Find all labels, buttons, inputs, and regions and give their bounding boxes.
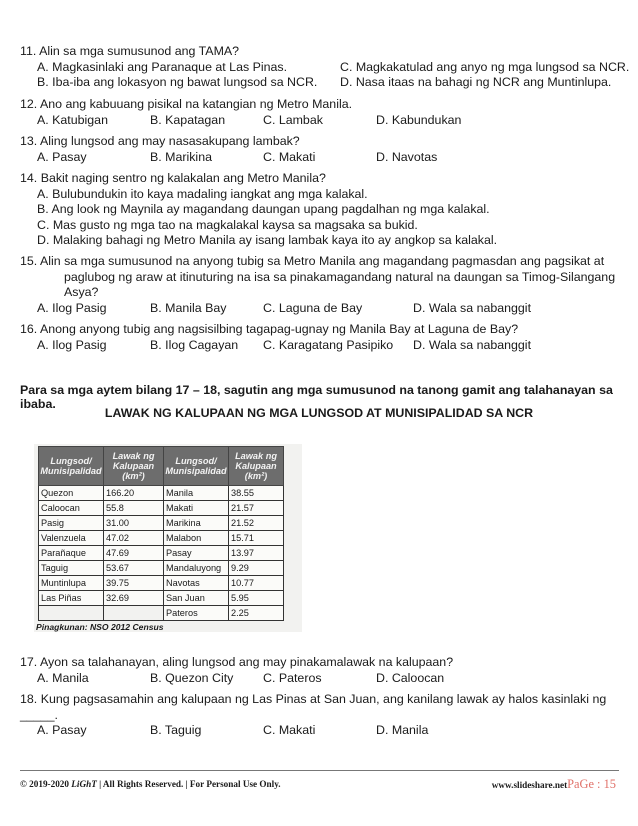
area-cell: 38.55 [229, 486, 284, 501]
city-cell: Las Piñas [39, 591, 104, 606]
choice-a[interactable]: A. Katubigan [37, 112, 108, 127]
page-number: PaGe : 15 [567, 777, 616, 791]
choice-b[interactable]: B. Iba-iba ang lokasyon ng bawat lungsod sa NCR. [37, 75, 318, 89]
question-12 [20, 97, 620, 128]
city-cell: Muntinlupa [39, 576, 104, 591]
area-cell: 9.29 [229, 561, 284, 576]
choice-d[interactable]: D. Caloocan [376, 670, 445, 685]
city-cell: Pasig [39, 516, 104, 531]
column-header: Lawak ng Kalupaan (km²) [104, 447, 164, 486]
choice-a[interactable]: A. Manila [37, 670, 89, 685]
choice-b[interactable]: B. Manila Bay [150, 300, 227, 315]
city-cell: Mandaluyong [164, 561, 229, 576]
city-cell: Pateros [164, 606, 229, 621]
question-18 [20, 692, 620, 739]
table-row [39, 561, 284, 576]
area-cell: 166.20 [104, 486, 164, 501]
city-cell: Malabon [164, 531, 229, 546]
question-text: Ayon sa talahanayan, aling lungsod ang may pinakamalawak na kalupaan? [40, 655, 454, 669]
choice-c[interactable]: C. Pateros [263, 670, 322, 685]
question-number: 14. [20, 171, 38, 185]
question-text: Alin sa mga sumusunod ang TAMA? [39, 44, 240, 58]
choice-c[interactable]: C. Magkakatulad ang anyo ng mga lungsod sa NCR. [340, 59, 630, 74]
footer-divider [20, 770, 619, 771]
choice-d[interactable]: D. Malaking bahagi ng Metro Manila ay isang lambak kaya ito ay angkop sa kalakal. [37, 233, 498, 247]
question-14 [20, 171, 620, 249]
choice-d[interactable]: D. Manila [376, 723, 429, 737]
question-13 [20, 134, 620, 165]
area-cell: 21.52 [229, 516, 284, 531]
city-cell: Taguig [39, 561, 104, 576]
choice-b[interactable]: B. Taguig [150, 723, 202, 737]
choice-c[interactable]: C. Mas gusto ng mga tao na magkalakal kaysa sa magsaka sa bukid. [37, 217, 418, 232]
area-cell: 15.71 [229, 531, 284, 546]
choice-d[interactable]: D. Kabundukan [376, 112, 462, 127]
table-source: Pinagkunan: NSO 2012 Census [36, 622, 164, 632]
choice-a[interactable]: A. Magkasinlaki ang Paranaque at Las Pinas. [37, 59, 288, 74]
question-number: 15. [20, 254, 38, 268]
city-cell: Pasay [164, 546, 229, 561]
area-cell: 31.00 [104, 516, 164, 531]
question-number: 11. [20, 44, 37, 58]
choice-c[interactable]: C. Laguna de Bay [263, 300, 363, 315]
city-cell: Caloocan [39, 501, 104, 516]
area-cell: 39.75 [104, 576, 164, 591]
area-cell: 13.97 [229, 546, 284, 561]
question-number: 12. [20, 97, 38, 111]
question-text: Anong anyong tubig ang nagsisilbing tagapag-ugnay ng Manila Bay at Laguna de Bay? [40, 322, 519, 336]
column-header: Lungsod/ Munisipalidad [164, 447, 229, 486]
table-row [39, 546, 284, 561]
question-11 [20, 44, 630, 91]
choice-a[interactable]: A. Ilog Pasig [37, 300, 107, 315]
question-text: Kung pagsasamahin ang kalupaan ng Las Pinas at San Juan, ang kanilang lawak ay halos kasinlaki ng _____. [20, 692, 607, 722]
city-cell: Quezon [39, 486, 104, 501]
site-link[interactable]: www.slideshare.net [491, 780, 568, 790]
table-row [39, 501, 284, 516]
area-cell: 10.77 [229, 576, 284, 591]
choice-b[interactable]: B. Kapatagan [150, 112, 226, 127]
area-cell: 21.57 [229, 501, 284, 516]
question-number: 17. [20, 655, 38, 669]
choice-a[interactable]: A. Bulubundukin ito kaya madaling iangkat ang mga kalakal. [37, 186, 368, 201]
question-text: Aling lungsod ang may nasasakupang lambak? [40, 134, 300, 148]
footer-right [492, 777, 616, 792]
question-text-continued: paglubog ng araw at itinuturing na isa sa pinakamagandang natural na daungan sa Timog-Silangang [64, 269, 616, 284]
choice-c[interactable]: C. Makati [263, 723, 316, 737]
choice-d[interactable]: D. Nasa itaas na bahagi ng NCR ang Muntinlupa. [340, 75, 612, 89]
brand-name: LiGhT [71, 779, 97, 789]
choice-c[interactable]: C. Lambak [263, 112, 323, 127]
choice-a[interactable]: A. Pasay [37, 723, 87, 737]
table-title: LAWAK NG KALUPAAN NG MGA LUNGSOD AT MUNISIPALIDAD SA NCR [104, 406, 534, 420]
table-row [39, 531, 284, 546]
city-cell: Makati [164, 501, 229, 516]
question-15 [20, 254, 620, 316]
city-cell: San Juan [164, 591, 229, 606]
choice-c[interactable]: C. Makati [263, 149, 316, 164]
question-number: 18. [20, 692, 38, 706]
city-cell [39, 606, 104, 621]
city-cell: Valenzuela [39, 531, 104, 546]
table-row [39, 591, 284, 606]
area-cell: 53.67 [104, 561, 164, 576]
choice-b[interactable]: B. Ilog Cagayan [150, 337, 239, 352]
area-cell: 47.69 [104, 546, 164, 561]
question-16 [20, 322, 620, 353]
column-header: Lawak ng Kalupaan (km²) [229, 447, 284, 486]
section-instruction: Para sa mga aytem bilang 17 – 18, sagutin ang mga sumusunod na tanong gamit ang talahanayan sa ibaba. [20, 383, 613, 411]
choice-b[interactable]: B. Ang look ng Maynila ay magandang daungan upang pagdalhan ng mga kalakal. [37, 202, 490, 216]
area-cell: 32.69 [104, 591, 164, 606]
area-cell: 2.25 [229, 606, 284, 621]
area-cell: 55.8 [104, 501, 164, 516]
footer-copyright [20, 779, 281, 789]
city-cell: Parañaque [39, 546, 104, 561]
choice-c[interactable]: C. Karagatang Pasipiko [263, 337, 394, 352]
table-row [39, 606, 284, 621]
question-text: Ano ang kabuuang pisikal na katangian ng Metro Manila. [40, 97, 353, 111]
question-number: 13. [20, 134, 38, 148]
question-number: 16. [20, 322, 38, 336]
question-text-continued: Asya? [64, 285, 99, 299]
choice-d[interactable]: D. Navotas [376, 149, 438, 164]
land-area-table [38, 446, 284, 621]
choice-a[interactable]: A. Ilog Pasig [37, 337, 107, 352]
choice-b[interactable]: B. Marikina [150, 149, 212, 164]
question-17 [20, 655, 620, 686]
column-header: Lungsod/ Munisipalidad [39, 447, 104, 486]
area-cell: 47.02 [104, 531, 164, 546]
choice-b[interactable]: B. Quezon City [150, 670, 234, 685]
land-area-table-photo [34, 444, 302, 632]
question-text: Bakit naging sentro ng kalakalan ang Metro Manila? [40, 171, 326, 185]
city-cell: Manila [164, 486, 229, 501]
copyright-text: © 2019-2020 [20, 779, 69, 789]
choice-a[interactable]: A. Pasay [37, 149, 87, 164]
choice-d[interactable]: D. Wala sa nabanggit [413, 337, 532, 352]
table-row [39, 576, 284, 591]
table-row [39, 516, 284, 531]
area-cell [104, 606, 164, 621]
choice-d[interactable]: D. Wala sa nabanggit [413, 300, 532, 315]
city-cell: Marikina [164, 516, 229, 531]
area-cell: 5.95 [229, 591, 284, 606]
table-row [39, 486, 284, 501]
rights-text: | All Rights Reserved. | For Personal Use Only. [99, 779, 281, 789]
question-text: Alin sa mga sumusunod na anyong tubig sa Metro Manila ang magandang pagmasdan ang pagsikat at [40, 254, 605, 268]
city-cell: Navotas [164, 576, 229, 591]
